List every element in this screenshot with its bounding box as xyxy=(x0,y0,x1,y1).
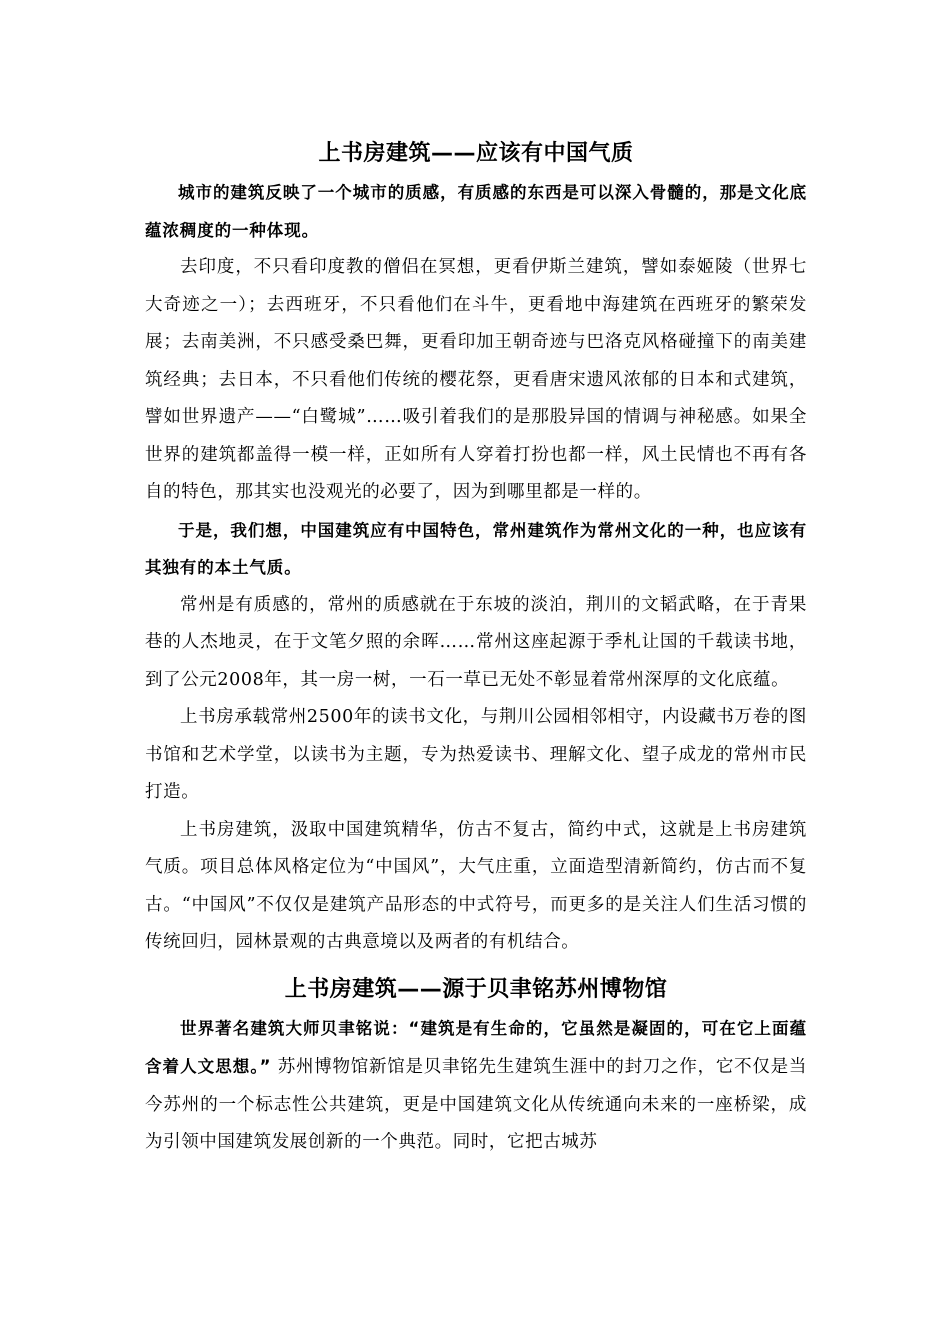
thesis-paragraph: 于是，我们想，中国建筑应有中国特色，常州建筑作为常州文化的一种，也应该有其独有的本土气质。 xyxy=(145,520,807,577)
changzhou-paragraph: 常州是有质感的，常州的质感就在于东坡的淡泊，荆川的文韬武略，在于青果巷的人杰地灵，在于文笔夕照的余晖……常州这座起源于季札让国的千载读书地，到了公元2008年，其一房一树，一石一草已无处不彰显着常州深厚的文化底蕴。 xyxy=(145,594,807,690)
intro-paragraph: 城市的建筑反映了一个城市的质感，有质感的东西是可以深入骨髓的，那是文化底蕴浓稠度的一种体现。 xyxy=(145,183,807,240)
section-title-chinese-temperament: 上书房建筑——应该有中国气质 xyxy=(318,141,634,166)
suzhou-museum-paragraph xyxy=(145,1010,807,1162)
reading-culture-paragraph: 上书房承载常州2500年的读书文化，与荆川公园相邻相守，内设藏书万卷的图书馆和艺术学堂，以读书为主题，专为热爱读书、理解文化、望子成龙的常州市民打造。 xyxy=(145,707,807,802)
architecture-style-paragraph: 上书房建筑，汲取中国建筑精华，仿古不复古，简约中式，这就是上书房建筑气质。项目总体风格定位为“中国风”，大气庄重，立面造型清新简约，仿古而不复古。“中国风”不仅仅是建筑产品形态的中式符号，而更多的是关注人们生活习惯的传统回归，园林景观的古典意境以及两者的有机结合。 xyxy=(145,819,807,952)
quote-lead: 世界著名建筑大师贝聿铭说：“建筑是有生命的，它虽然是凝固的，可在它上面蕴含着人文思想。” xyxy=(145,1018,807,1076)
travel-paragraph: 去印度，不只看印度教的僧侣在冥想，更看伊斯兰建筑，譬如泰姬陵（世界七大奇迹之一）；去西班牙，不只看他们在斗牛，更看地中海建筑在西班牙的繁荣发展；去南美洲，不只感受桑巴舞，更看印加王朝奇迹与巴洛克风格碰撞下的南美建筑经典；去日本，不只看他们传统的樱花祭，更看唐宋遗风浓郁的日本和式建筑，譬如世界遗产——“白鹭城”……吸引着我们的是那股异国的情调与神秘感。如果全世界的建筑都盖得一模一样，正如所有人穿着打扮也都一样，风土民情也不再有各自的特色，那其实也没观光的必要了，因为到哪里都是一样的。 xyxy=(145,257,807,502)
suzhou-museum-body: 苏州博物馆新馆是贝聿铭先生建筑生涯中的封刀之作，它不仅是当今苏州的一个标志性公共建筑，更是中国建筑文化从传统通向未来的一座桥梁，成为引领中国建筑发展创新的一个典范。同时，它把古城苏 xyxy=(145,1057,808,1152)
section-title-suzhou-museum: 上书房建筑——源于贝聿铭苏州博物馆 xyxy=(284,976,668,1002)
document-page xyxy=(145,134,807,1162)
